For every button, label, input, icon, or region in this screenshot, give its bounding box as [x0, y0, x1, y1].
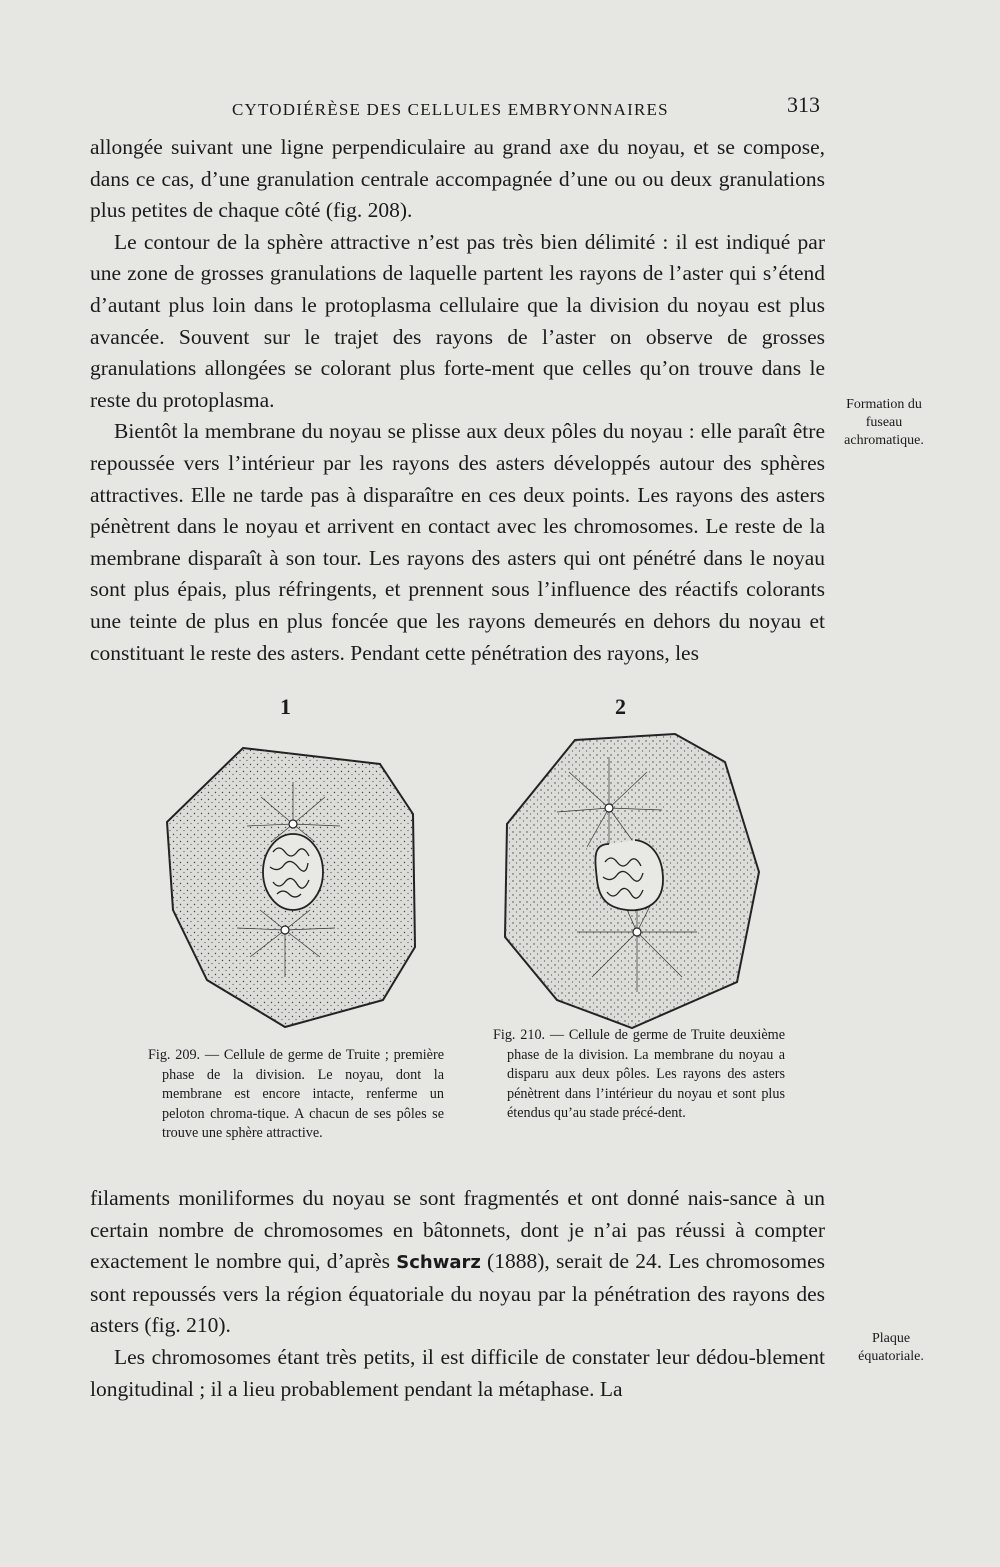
paragraph: Les chromosomes étant très petits, il est difficile de constater leur dédou-blement longitudinal ; il a lieu probablement pendant la métaphase. La	[90, 1344, 825, 1401]
paragraph: Le contour de la sphère attractive n’est pas très bien délimité : il est indiqué par une zone de grosses granulations de laquelle partent les rayons de l’aster qui s’étend d’autant plus loin dans le protoplasma cellulaire que la division du noyau est plus avancée. Souvent sur le trajet des rayons de l’aster on observe de grosses granulations allongées se colorant plus forte-ment que celles qu’on trouve dans le reste du protoplasma.	[90, 229, 825, 412]
figure-210-caption: Fig. 210. — Cellule de germe de Truite deuxième phase de la division. La membrane du noyau a disparu aux deux pôles. Les rayons des asters pénètrent dans l’intérieur du noyau et sont plus étendus qu’au stade précé-dent.	[493, 1027, 785, 1121]
text-block-bottom	[90, 1183, 825, 1405]
paragraph-text: filaments moniliformes du noyau se sont fragmentés et ont donné nais-sance à un certain nombre de chromosomes en bâtonnets, dont je n’ai pas réussi à compter exactement le nombre qui, d’après	[90, 1186, 825, 1274]
running-title: CYTODIÉRÈSE DES CELLULES EMBRYONNAIRES	[232, 100, 669, 119]
figure-209-caption: Fig. 209. — Cellule de germe de Truite ; première phase de la division. Le noyau, dont la membrane est encore intacte, renferme un peloton chroma-tique. A chacun de ses pôles se trouve une sphère attractive.	[148, 1047, 444, 1141]
figure-2-number: 2	[615, 694, 626, 719]
author-name: Schwarz	[396, 1252, 481, 1274]
paragraph-text: (1888), serait de 24. Les chromosomes sont repoussés vers la région équatoriale du noyau par la pénétration des rayons des asters (fig. 210).	[90, 1249, 826, 1338]
figure-1-number: 1	[280, 694, 291, 719]
figure-210-cell-illustration	[497, 732, 762, 1032]
margin-note-plate: Plaque équatoriale.	[858, 1331, 924, 1364]
paragraph: Bientôt la membrane du noyau se plisse aux deux pôles du noyau : elle paraît être repoussée vers l’intérieur par les rayons des asters développés autour des sphères attractives. Elle ne tarde pas à disparaître en ces deux points. Les rayons des asters pénètrent dans le noyau et arrivent en contact avec les chromosomes. Le reste de la membrane disparaît à son tour. Les rayons des asters qui ont pénétré dans le noyau sont plus épais, plus réfringents, et prennent sous l’influence des réactifs colorants une teinte de plus en plus foncée que les rayons demeurés en dehors du noyau et constituant le reste des asters. Pendant cette pénétration des rayons, les	[90, 419, 825, 665]
paragraph	[90, 1183, 825, 1342]
paragraph: allongée suivant une ligne perpendiculaire au grand axe du noyau, et se compose, dans ce cas, d’une granulation centrale accompagnée d’une ou ou deux granulations plus petites de chaque côté (fig. 208).	[90, 135, 825, 223]
page-number: 313	[787, 92, 820, 117]
margin-note-spindle: Formation du fuseau achromatique.	[844, 397, 924, 448]
text-block-top	[90, 132, 825, 669]
figure-209-cell-illustration	[165, 742, 430, 1032]
